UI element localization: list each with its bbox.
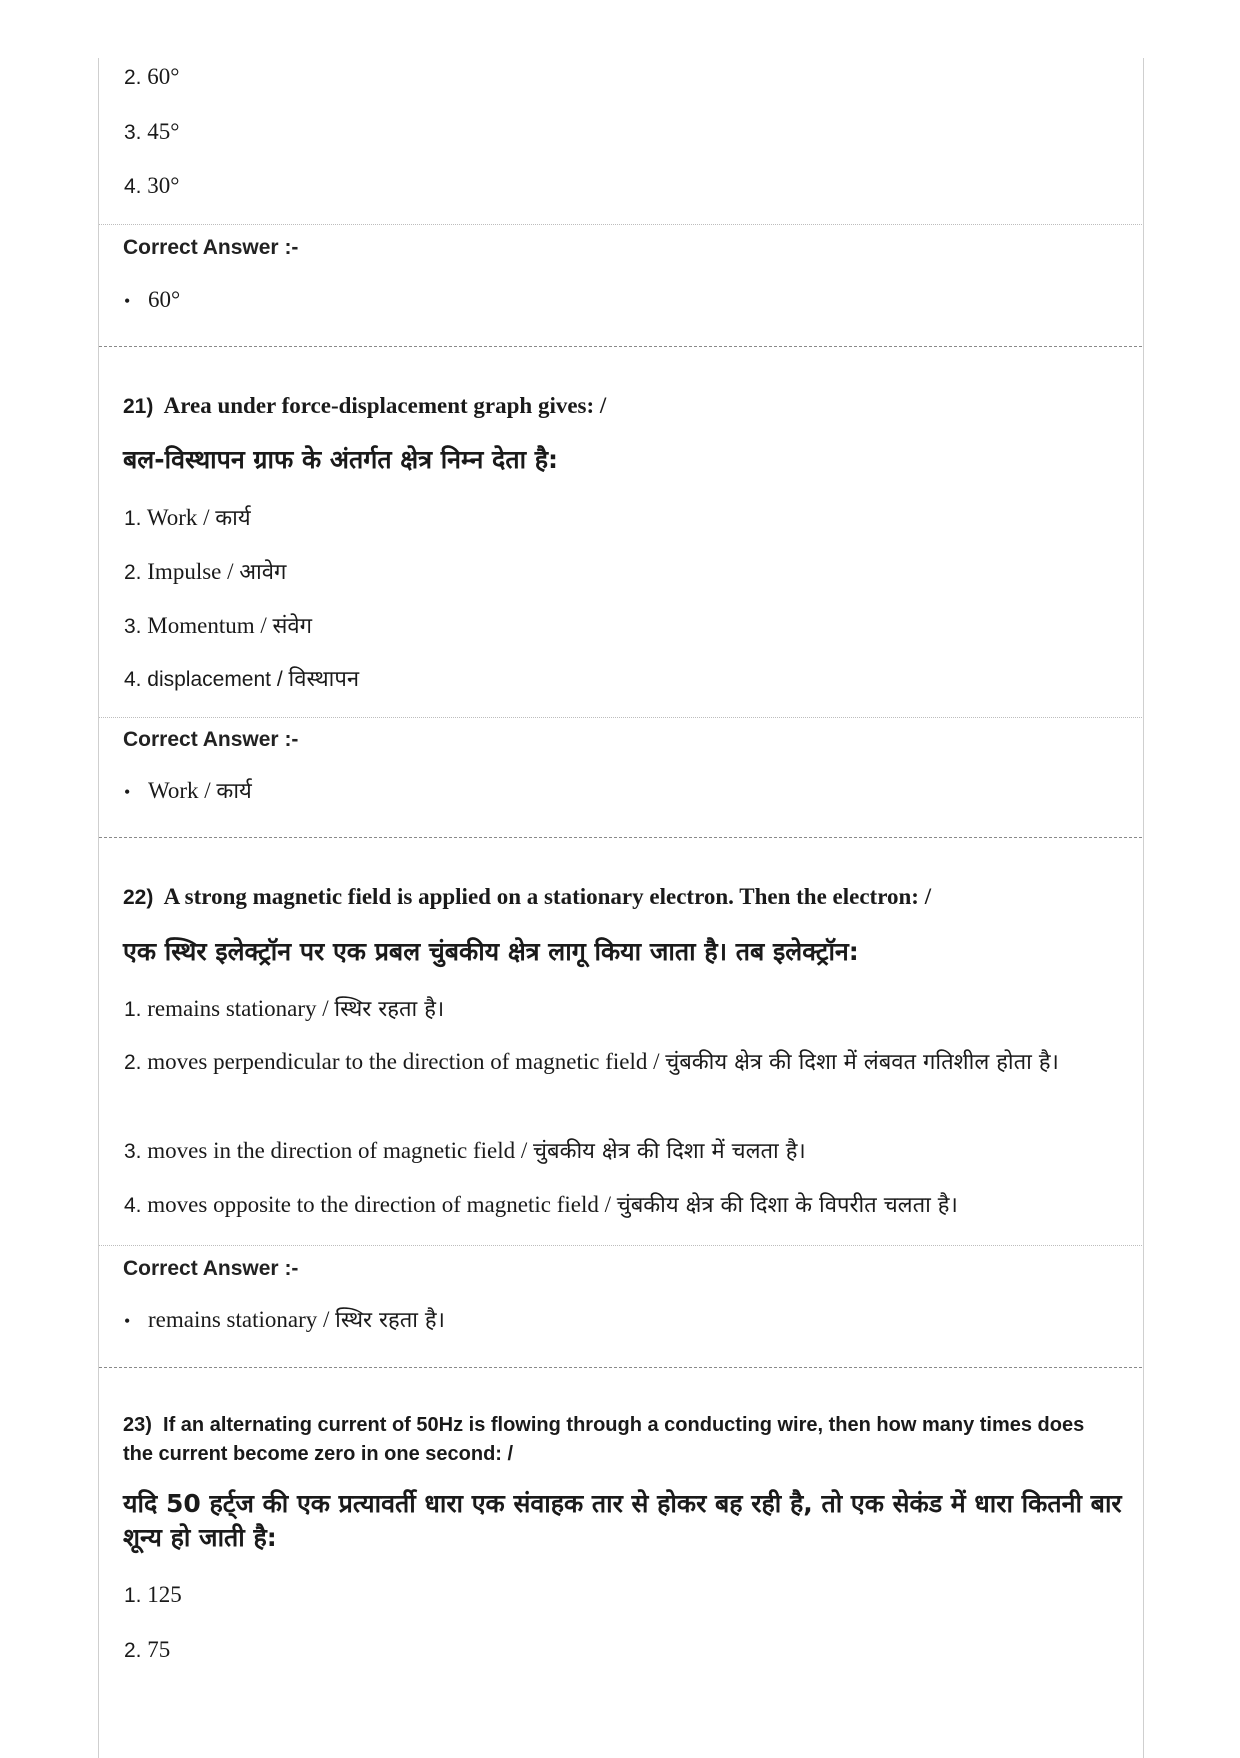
q21-option-3: 3. Momentum / संवेग	[124, 613, 312, 639]
question-22-english: 22) A strong magnetic field is applied on a stationary electron. Then the electron: /	[123, 884, 932, 909]
prev-option-2: 2. 60°	[124, 64, 180, 89]
question-separator	[99, 346, 1142, 347]
prev-option-3: 3. 45°	[124, 119, 180, 144]
correct-answer: • remains stationary / स्थिर रहता है।	[124, 1303, 445, 1338]
q22-option-4: 4. moves opposite to the direction of magnetic field / चुंबकीय क्षेत्र की दिशा के विपरीत चलता है।	[124, 1192, 958, 1218]
bullet-icon: •	[124, 1311, 131, 1331]
q21-option-1: 1. Work / कार्य	[124, 505, 251, 531]
correct-answer-label: Correct Answer :-	[123, 1257, 299, 1280]
question-21-english: 21) Area under force-displacement graph gives: /	[123, 393, 607, 418]
correct-answer: • 60°	[124, 283, 180, 318]
q23-option-2: 2. 75	[124, 1637, 171, 1662]
bullet-icon: •	[124, 782, 131, 802]
q22-option-2: 2. moves perpendicular to the direction of magnetic field / चुंबकीय क्षेत्र की दिशा में लंबवत गतिशील होता है।	[124, 1049, 1059, 1075]
question-separator	[99, 837, 1142, 838]
correct-answer-label: Correct Answer :-	[123, 236, 299, 259]
divider	[99, 1245, 1142, 1246]
q21-option-4: 4. displacement / विस्थापन	[124, 667, 360, 692]
question-22-hindi: एक स्थिर इलेक्ट्रॉन पर एक प्रबल चुंबकीय क्षेत्र लागू किया जाता है। तब इलेक्ट्रॉन:	[123, 937, 859, 966]
q22-option-3: 3. moves in the direction of magnetic field / चुंबकीय क्षेत्र की दिशा में चलता है।	[124, 1138, 806, 1164]
correct-answer-label: Correct Answer :-	[123, 728, 299, 751]
question-23-hindi: यदि 50 हर्ट्ज की एक प्रत्यावर्ती धारा एक संवाहक तार से होकर बह रही है, तो एक सेकंड में धारा कितनी बार शून्य हो जाती है:	[123, 1489, 1122, 1552]
divider	[99, 717, 1142, 718]
q22-option-1: 1. remains stationary / स्थिर रहता है।	[124, 996, 445, 1022]
question-21-hindi: बल-विस्थापन ग्राफ के अंतर्गत क्षेत्र निम्न देता है:	[123, 445, 559, 474]
question-23-english: 23) If an alternating current of 50Hz is flowing through a conducting wire, then how many times does the current become zero in one second: /	[123, 1414, 1085, 1465]
q21-option-2: 2. Impulse / आवेग	[124, 559, 287, 585]
bullet-icon: •	[124, 291, 131, 311]
q23-option-1: 1. 125	[124, 1582, 182, 1607]
correct-answer: • Work / कार्य	[124, 774, 252, 809]
divider	[99, 224, 1142, 225]
question-separator	[99, 1367, 1142, 1368]
prev-option-4: 4. 30°	[124, 173, 180, 198]
